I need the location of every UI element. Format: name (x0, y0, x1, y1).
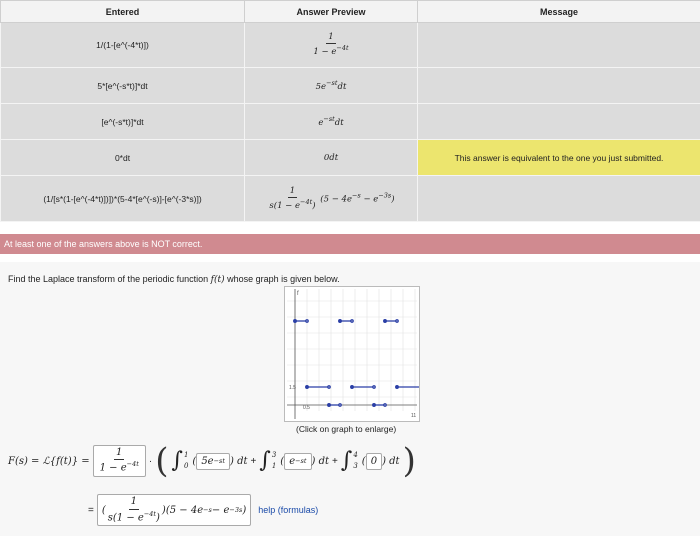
preview-cell (245, 23, 418, 68)
message-cell (418, 23, 700, 68)
problem-prompt (8, 274, 340, 285)
integral-2-lower: 1 (271, 462, 277, 470)
message-cell (418, 68, 700, 104)
preview-den-exponent: −4t (336, 44, 349, 53)
results-table (0, 0, 700, 222)
integral-1-lower: 0 (183, 462, 189, 470)
answer-5-open: ( (101, 504, 106, 516)
table-row (1, 176, 700, 222)
entered-cell: 1/(1-[e^(-4*t)]) (1, 23, 245, 68)
preview-den-close: ) (312, 200, 316, 211)
plus-sign: + (250, 455, 257, 467)
answer-5-den-exponent: −4t (143, 509, 157, 518)
y-tick-label-low: 0.5 (303, 405, 310, 411)
entered-cell: 0*dt (1, 140, 245, 176)
answer-5-den-base: s(1 − e (107, 511, 144, 523)
answer-input-3[interactable] (284, 453, 311, 470)
integral-3-upper: 4 (353, 450, 358, 459)
y-tick-label: 1.5 (289, 385, 296, 391)
answer-5-den-close: ) (156, 511, 160, 523)
preview-tail-exp1: −s (351, 191, 361, 200)
entered-cell: [e^(-s*t)]*dt (1, 104, 245, 140)
transform-lhs: F(s) = ℒ{f(t)} = (8, 455, 90, 467)
table-row (1, 104, 700, 140)
integral-1-upper: 1 (183, 450, 189, 459)
integrand-1: ( 5e −st ) dt (192, 453, 247, 470)
answer-input-2[interactable] (196, 453, 230, 470)
graph-thumbnail-link[interactable] (284, 286, 420, 422)
answer-3-tail: ) dt (311, 455, 330, 467)
answer-1-numerator: 1 (114, 448, 124, 461)
segment-closed-end (351, 386, 354, 389)
answer-5-tail-mid: − e (211, 504, 230, 516)
segment-closed-end (396, 386, 399, 389)
preview-denominator (311, 44, 350, 57)
preview-exponent: −st (323, 115, 335, 124)
answer-5-tail-exp2: −3s (229, 506, 243, 515)
integral-sign-1: ∫ (171, 448, 183, 473)
open-paren: ( (155, 441, 169, 481)
equals-sign: = (88, 504, 94, 516)
preview-exponent: −st (326, 79, 338, 88)
preview-base: 5e (315, 81, 327, 92)
f-axis-label: f (297, 291, 299, 297)
header-message: Message (418, 1, 700, 23)
integrand-2: ( e −st ) dt (280, 453, 329, 470)
incorrect-warning-banner: At least one of the answers above is NOT correct. (0, 234, 700, 254)
preview-fraction (311, 33, 350, 57)
segment-closed-end (294, 320, 297, 323)
integral-3-limits (353, 450, 357, 472)
preview-base: e (318, 117, 324, 128)
integral-3-lower: 3 (353, 462, 358, 470)
preview-tail-close: ) (391, 193, 395, 204)
preview-tail-exp2: −3s (378, 191, 392, 200)
prompt-text: Find the Laplace transform of the periodic function (8, 274, 211, 284)
problem-panel (0, 262, 700, 536)
answer-2-base: 5e (201, 455, 214, 467)
segment-closed-end (306, 386, 309, 389)
segment-closed-end (328, 404, 331, 407)
prompt-text-after: whose graph is given below. (224, 274, 340, 284)
answer-5-tail-exp1: −s (203, 506, 212, 515)
segment-open-end (306, 320, 308, 322)
preview-cell: 0dt (245, 140, 418, 176)
preview-cell (245, 176, 418, 222)
answer-3-base: e (289, 455, 296, 467)
preview-cell (245, 104, 418, 140)
preview-tail: dt (337, 81, 347, 92)
preview-numerator: 1 (328, 32, 334, 43)
answer-1-den-exponent: −4t (126, 460, 139, 469)
answer-1-den-base: 1 − e (99, 462, 127, 474)
answer-5-tail: (5 − 4e (165, 504, 204, 516)
answer-line-2 (88, 494, 318, 526)
plus-sign: + (332, 455, 338, 467)
segment-open-end (384, 404, 386, 406)
segment-closed-end (384, 320, 387, 323)
preview-numerator: 1 (289, 185, 296, 196)
integral-2-upper: 3 (271, 450, 277, 459)
answer-5-close: ) (161, 504, 166, 516)
answer-2-exponent: −st (213, 457, 225, 465)
preview-cell (245, 68, 418, 104)
function-segments (294, 320, 419, 407)
answer-4-tail: ) dt (382, 455, 400, 467)
answer-5-tail-close: ) (242, 504, 247, 516)
preview-den-base: s(1 − e (269, 200, 301, 211)
answer-1-denominator (98, 460, 141, 474)
answer-5-fraction (106, 497, 162, 523)
answer-1-fraction (98, 448, 141, 474)
answer-5-denominator (106, 510, 162, 524)
enlarge-graph-caption: (Click on graph to enlarge) (296, 424, 397, 434)
help-formulas-link[interactable]: help (formulas) (258, 505, 319, 516)
segment-closed-end (339, 320, 342, 323)
table-row (1, 68, 700, 104)
preview-denominator (267, 198, 317, 211)
entered-cell: 5*[e^(-s*t)]*dt (1, 68, 245, 104)
answer-3-exponent: −st (295, 457, 307, 465)
header-entered: Entered (1, 1, 245, 23)
entered-cell: (1/[s*(1-[e^(-4*t)])])*(5-4*[e^(-s)]-[e^(-3*s)]) (1, 176, 245, 222)
segment-open-end (339, 404, 341, 406)
answer-input-1[interactable] (93, 445, 146, 477)
preview-tail: (5 − 4e (320, 193, 352, 204)
preview-tail: dt (334, 117, 344, 128)
message-cell (418, 176, 700, 222)
close-paren: ) (402, 441, 416, 481)
segment-open-end (328, 386, 330, 388)
integrand-3: ( 0 ) dt (362, 453, 400, 470)
table-row (1, 140, 700, 176)
preview-tail-mid: − e (360, 193, 379, 204)
table-row (1, 23, 700, 68)
message-cell (418, 104, 700, 140)
answer-5-numerator: 1 (129, 497, 139, 510)
periodic-function-graph (285, 287, 419, 421)
graph-grid (287, 289, 417, 411)
segment-open-end (396, 320, 398, 322)
preview-den-exponent: −4t (300, 197, 313, 206)
answer-line-1 (8, 441, 416, 481)
answer-input-5[interactable] (97, 494, 251, 526)
answer-input-4[interactable]: 0 (366, 453, 382, 470)
answer-2-tail: ) dt (230, 455, 248, 467)
prompt-function: f(t) (210, 275, 225, 285)
results-header-row (1, 1, 700, 23)
message-cell: This answer is equivalent to the one you just submitted. (418, 140, 700, 176)
segment-open-end (351, 320, 353, 322)
header-answer-preview: Answer Preview (245, 1, 418, 23)
segment-closed-end (373, 404, 376, 407)
integral-sign-2: ∫ (259, 448, 271, 473)
segment-open-end (373, 386, 375, 388)
preview-den-base: 1 − e (313, 46, 337, 57)
multiply-dot: · (148, 455, 153, 467)
integral-2-limits (272, 450, 276, 472)
integral-1-limits (184, 450, 188, 472)
integral-sign-3: ∫ (340, 448, 353, 473)
x-end-label: 11 (411, 413, 417, 419)
preview-fraction (267, 187, 317, 211)
